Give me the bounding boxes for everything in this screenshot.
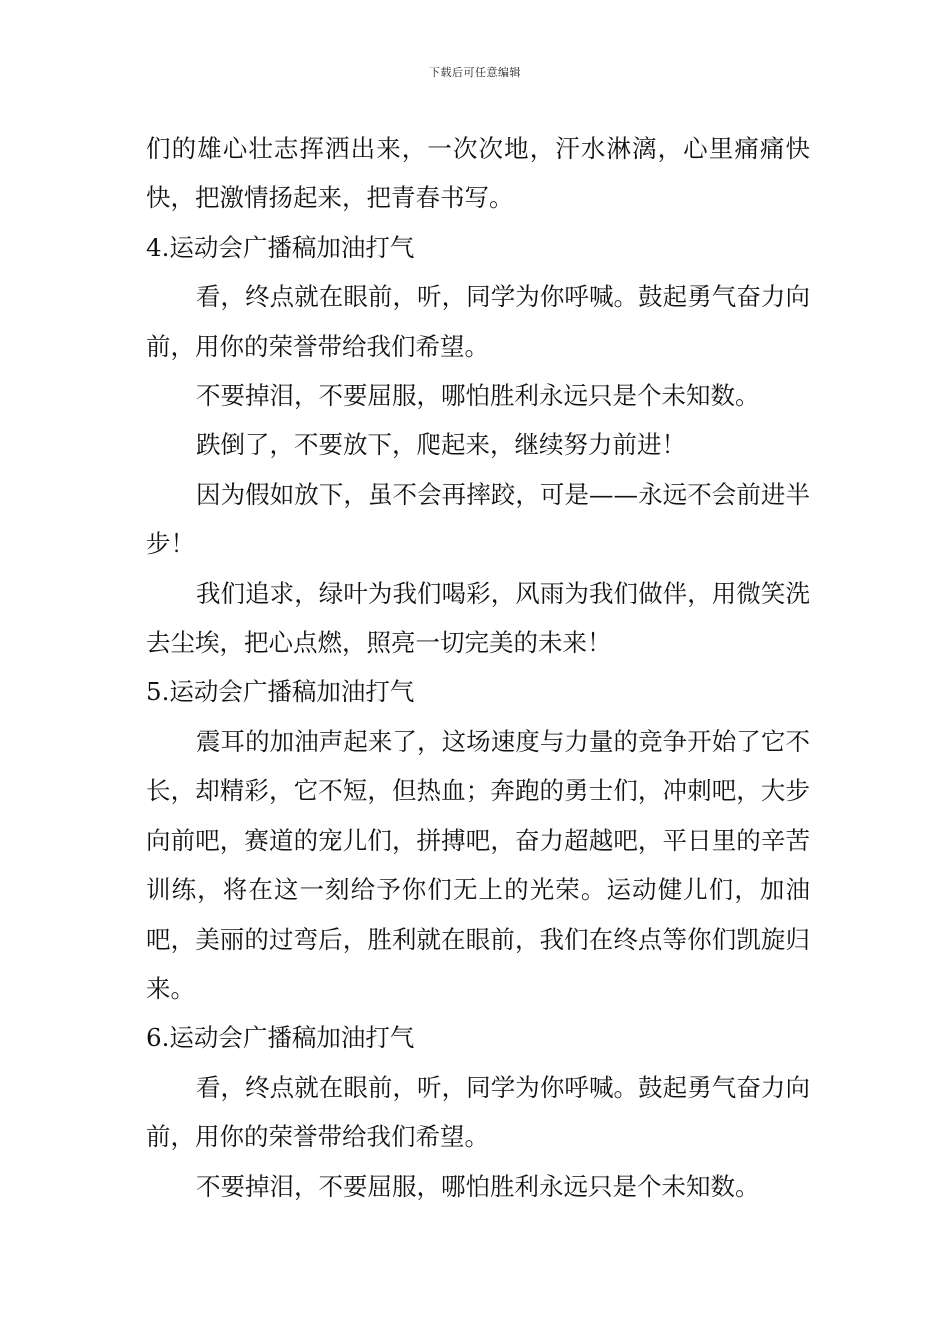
section-heading-6: 6.运动会广播稿加油打气 — [146, 1023, 415, 1053]
section-heading-4: 4.运动会广播稿加油打气 — [146, 232, 415, 262]
document-body — [146, 124, 810, 1211]
paragraph: 不要掉泪，不要屈服，哪怕胜利永远只是个未知数。 — [196, 381, 760, 411]
paragraph: 不要掉泪，不要屈服，哪怕胜利永远只是个未知数。 — [196, 1171, 760, 1201]
paragraph: 震耳的加油声起来了，这场速度与力量的竞争开始了它不长，却精彩，它不短，但热血；奔跑的勇士们，冲刺吧，大步向前吧，赛道的宠儿们，拼搏吧，奋力超越吧，平日里的辛苦训练，将在这一刻给予你们无上的光荣。运动健儿们，加油吧，美丽的过弯后，胜利就在眼前，我们在终点等你们凯旋归来。 — [146, 726, 810, 1003]
paragraph: 我们追求，绿叶为我们喝彩，风雨为我们做伴，用微笑洗去尘埃，把心点燃，照亮一切完美的未来！ — [146, 578, 810, 658]
paragraph: 看，终点就在眼前，听，同学为你呼喊。鼓起勇气奋力向前，用你的荣誉带给我们希望。 — [146, 1072, 810, 1152]
section-heading-5: 5.运动会广播稿加油打气 — [146, 677, 415, 707]
paragraph: 跌倒了，不要放下，爬起来，继续努力前进！ — [196, 430, 686, 460]
paragraph-continued: 们的雄心壮志挥洒出来，一次次地，汗水淋漓，心里痛痛快快，把激情扬起来，把青春书写。 — [146, 134, 810, 213]
paragraph: 看，终点就在眼前，听，同学为你呼喊。鼓起勇气奋力向前，用你的荣誉带给我们希望。 — [146, 282, 810, 361]
page-header-note: 下载后可任意编辑 — [429, 66, 521, 79]
paragraph: 因为假如放下，虽不会再摔跤，可是——永远不会前进半步！ — [146, 479, 810, 559]
